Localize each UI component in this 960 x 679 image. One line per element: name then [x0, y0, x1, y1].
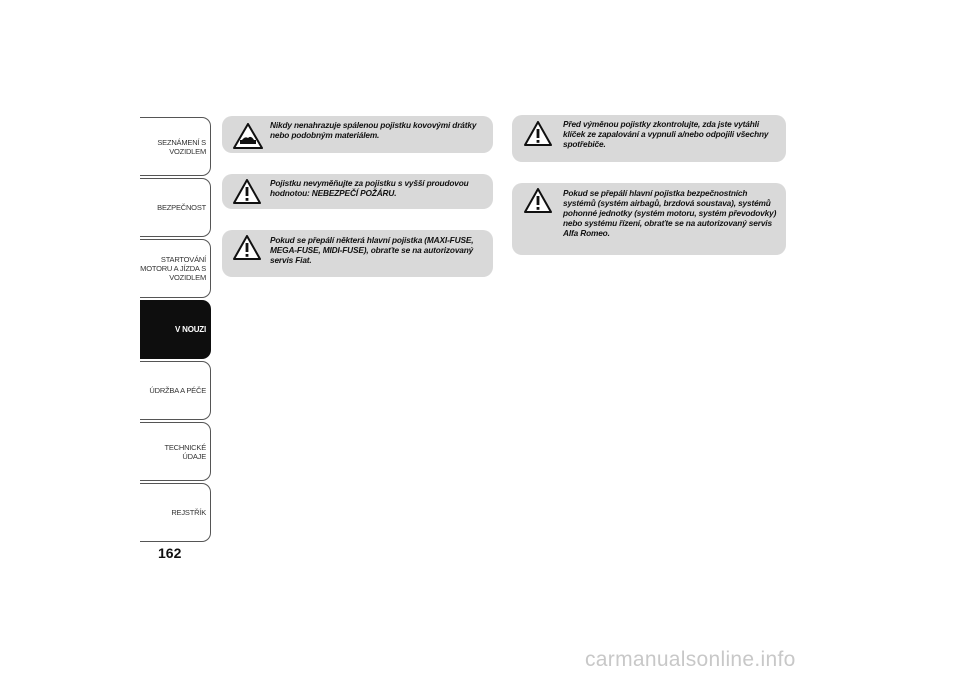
tab-technicke-udaje[interactable]	[140, 422, 211, 481]
tab-label: REJSTŘÍK	[171, 508, 206, 517]
warning-triangle-icon	[524, 121, 552, 146]
environment-warning-icon	[233, 123, 263, 149]
warning-box	[222, 174, 493, 209]
tab-label: SEZNÁMENÍ S VOZIDLEM	[157, 137, 206, 156]
warning-triangle-icon	[524, 188, 552, 213]
warning-triangle-icon	[233, 235, 261, 260]
warning-box	[512, 115, 786, 162]
tab-rejstrik[interactable]	[140, 483, 211, 542]
tab-label: TECHNICKÉ ÚDAJE	[164, 442, 206, 461]
tab-label: ÚDRŽBA A PÉČE	[149, 386, 206, 395]
warning-box	[512, 183, 786, 255]
warning-box	[222, 116, 493, 153]
tab-udrzba[interactable]	[140, 361, 211, 420]
warning-text: Pokud se přepálí hlavní pojistka bezpečnostních systémů (systém airbagů, brzdová soustava), systémů pohonné jednotky (systém motoru, systém převodovky) nebo systému řízení, obraťte se na autorizovaný servis Alfa Romeo.	[563, 188, 777, 238]
tab-v-nouzi[interactable]	[140, 300, 211, 359]
watermark: carmanualsonline.info	[585, 648, 796, 671]
tab-bezpecnost[interactable]	[140, 178, 211, 237]
tab-label: V NOUZI	[174, 324, 206, 334]
tab-seznameni[interactable]	[140, 117, 211, 176]
warning-text: Pokud se přepálí některá hlavní pojistka (MAXI-FUSE, MEGA-FUSE, MIDI-FUSE), obraťte se na autorizovaný servis Fiat.	[270, 235, 474, 265]
warning-triangle-icon	[233, 179, 261, 204]
tab-startovani[interactable]	[140, 239, 211, 298]
page-number: 162	[158, 545, 182, 561]
tab-label: BEZPEČNOST	[157, 203, 206, 212]
warning-text: Pojistku nevyměňujte za pojistku s vyšší proudovou hodnotou: NEBEZPEČÍ POŽÁRU.	[270, 178, 469, 198]
warning-box	[222, 230, 493, 277]
warning-text: Nikdy nenahrazuje spálenou pojistku kovovými drátky nebo podobným materiálem.	[270, 120, 477, 140]
tab-label: STARTOVÁNÍ MOTORU A JÍZDA S VOZIDLEM	[140, 255, 206, 282]
warning-text: Před výměnou pojistky zkontrolujte, zda jste vytáhli klíček ze zapalování a vypnuli a/nebo odpojili všechny spotřebiče.	[563, 119, 769, 149]
